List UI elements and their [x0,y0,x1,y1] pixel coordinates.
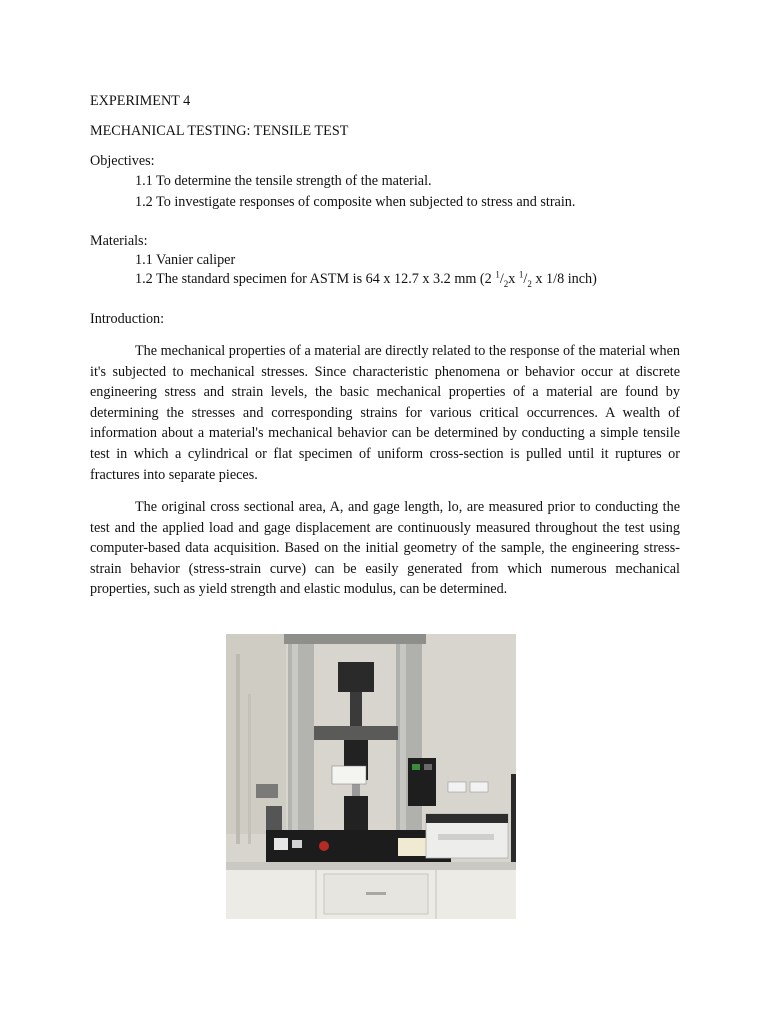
tensile-machine-photo [226,634,516,919]
fraction-2-numerator: 1 [518,269,524,280]
material-item-1: 1.1 Vanier caliper [135,252,236,268]
introduction-label: Introduction: [90,311,165,327]
fraction-1-numerator: 1 [495,269,500,280]
material-item-2: 1.2 The standard specimen for ASTM is 64 x 12.7 x 3.2 mm (2 $^1/_2x$ $^1/_2$ x 1/8 inch) [135,269,597,289]
document-title: MECHANICAL TESTING: TENSILE TEST [90,123,349,139]
fraction-2-denominator: 2 [527,278,532,289]
experiment-heading: EXPERIMENT 4 [90,93,191,109]
objective-item-2: 1.2 To investigate responses of composite when subjected to stress and strain. [135,194,576,210]
material-item-2-text: 1.2 The standard specimen for ASTM is 64 x 12.7 x 3.2 mm (2 [135,271,496,287]
materials-label: Materials: [90,233,148,249]
objective-item-1: 1.1 To determine the tensile strength of the material. [135,173,432,189]
fraction-separator: x [508,271,519,287]
material-item-2-suffix: x 1/8 inch) [531,271,597,287]
objectives-label: Objectives: [90,153,155,169]
introduction-paragraph-2: The original cross sectional area, A, and gage length, lo, are measured prior to conducting the test and the applied load and gage displacement are continuously measured throughout the test using computer-based data acquisition. Based on the initial geometry of the sample, the engineering stress-strain behavior (stress-strain curve) can be easily generated from which numerous mechanical properties, such as yield strength and elastic modulus, can be determined. [90,499,680,598]
introduction-paragraph-1: The mechanical properties of a material are directly related to the response of the material when it's subjected to mechanical stresses. Since characteristic phenomena or behavior occur at discrete engineering stress and strain levels, the basic mechanical properties of a material are found by determining the stresses and corresponding strains for various critical occurrences. A wealth of information about a material's mechanical behavior can be determined by conducting a simple tensile test in which a cylindrical or flat specimen of uniform cross-section is pulled until it ruptures or fractures into separate pieces. [90,343,680,483]
fraction-1-denominator: 2 [503,278,509,289]
